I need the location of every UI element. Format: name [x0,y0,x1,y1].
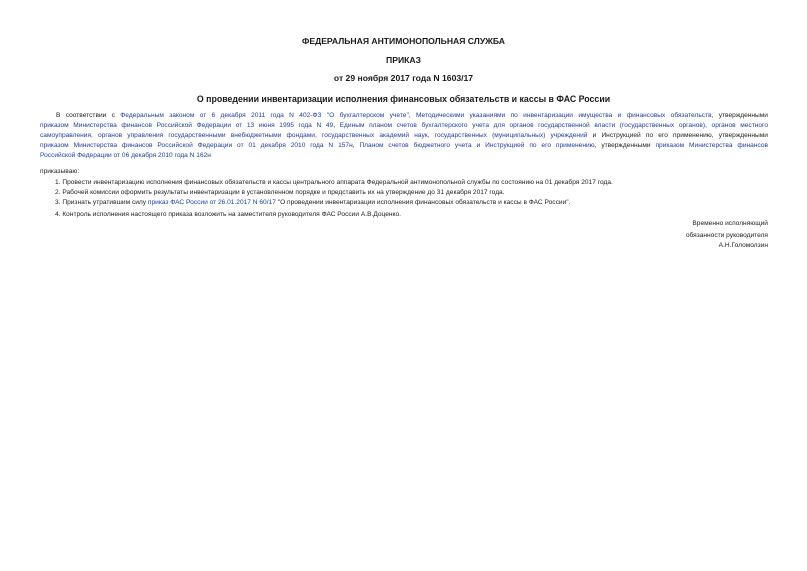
minfin-order-157n-link[interactable]: приказом Министерства финансов Российской Федерации от 01 декабря 2010 года N 157н [40,142,353,149]
preamble-paragraph [40,111,768,161]
law-402fz-link[interactable]: Федеральным законом от 6 декабря 2011 года N 402-ФЗ "О бухгалтерском учете" [120,112,409,119]
unified-accounts-plan-link-cont[interactable]: самоуправления, органов управления государственными внебюджетными фондами, государственных академий наук, государственных (муниципальных) учреждений [40,132,588,139]
preamble-text: , [333,122,340,129]
fas-order-60-17-link[interactable]: приказ ФАС России от 26.01.2017 N 60/17 [147,199,276,206]
unified-accounts-plan-link[interactable]: Единым планом счетов бухгалтерского учета для органов государственной власти (государственных органов), органов местного [339,122,768,129]
preamble-line-1 [40,111,768,121]
preamble-text: , [352,142,360,149]
document-title: О проведении инвентаризации исполнения финансовых обязательств и кассы в ФАС России [196,94,611,104]
preamble-text: , утвержденными [711,112,768,119]
order-item-1: 1. Провести инвентаризацию исполнения финансовых обязательств и кассы центрального аппарата Федеральной антимонопольной службы по состоянию на 01 декабря 2017 года. [55,179,613,186]
preamble-text: В соответствии с [56,112,121,119]
budget-accounts-plan-link[interactable]: Планом счетов бюджетного учета и Инструкцией по его применению [359,142,595,149]
signature-position-line-1: Временно исполняющий [692,220,768,227]
preamble-text: , [408,112,416,119]
signature-position-line-2: обязанности руководителя [685,232,768,239]
prikazyvayu-text: приказываю: [40,168,80,175]
date-number-heading: от 29 ноября 2017 года N 1603/17 [333,73,474,83]
minfin-order-162n-link-cont[interactable]: Российской Федерации от 06 декабря 2010 года N 162н [40,152,211,159]
preamble-line-3 [40,131,768,141]
minfin-order-162n-link[interactable]: приказом Министерства финансов [655,142,768,149]
order-item-3-text: 3. Признать утратившим силу [55,199,148,206]
order-item-4: 4. Контроль исполнения настоящего приказа возложить на заместителя руководителя ФАС России А.В.Доценко. [55,211,401,218]
minfin-order-49-link[interactable]: приказом Министерства финансов Российской Федерации от 13 июня 1995 года N 49 [40,122,334,129]
preamble-line-4 [40,141,768,151]
signature-name: А.Н.Голомолзин [718,242,768,249]
methodical-guidelines-link[interactable]: Методическими указаниями по инвентаризации имущества и финансовых обязательств [415,112,712,119]
preamble-text: и Инструкцией по его применению, утвержденными [587,132,768,139]
preamble-line-2 [40,121,768,131]
agency-heading: ФЕДЕРАЛЬНАЯ АНТИМОНОПОЛЬНАЯ СЛУЖБА [302,36,505,46]
preamble-line-5 [40,151,768,161]
order-item-2: 2. Рабочей комиссии оформить результаты инвентаризации в установленном порядке и представить их на утверждение до 31 декабря 2017 года. [55,189,505,196]
order-item-3-text-end: "О проведении инвентаризации исполнения финансовых обязательств и кассы в ФАС России". [275,199,571,206]
order-item-3 [55,198,570,208]
preamble-text: , утвержденными [594,142,656,149]
doc-type-heading: ПРИКАЗ [386,55,421,65]
